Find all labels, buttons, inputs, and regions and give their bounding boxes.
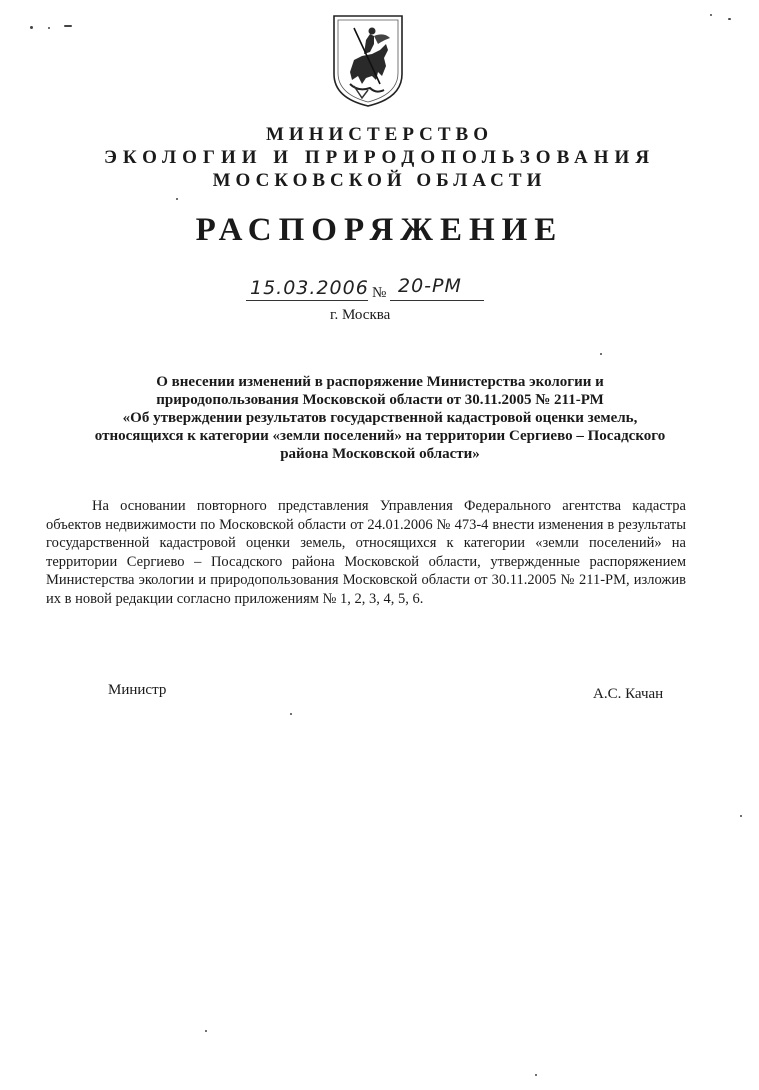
ministry-name-line-2: ЭКОЛОГИИ И ПРИРОДОПОЛЬЗОВАНИЯ (103, 147, 656, 168)
subject-line: относящихся к категории «земли поселений» на территории Сергиево – Посадского (94, 428, 666, 444)
scan-speck (176, 198, 178, 200)
order-number: 20-РМ (398, 275, 462, 297)
document-title: РАСПОРЯЖЕНИЕ (195, 212, 564, 248)
number-underline (390, 300, 484, 301)
city: г. Москва (330, 307, 391, 323)
subject-line: района Московской области» (280, 446, 480, 462)
scan-speck (710, 14, 712, 16)
scan-speck (64, 25, 72, 27)
order-date: 15.03.2006 (250, 277, 369, 299)
scan-speck (740, 815, 742, 817)
scan-speck (535, 1074, 537, 1076)
signatory-name: А.С. Качан (593, 686, 664, 702)
moscow-region-coat-of-arms-icon (332, 14, 404, 108)
date-underline (246, 300, 368, 301)
subject-line: «Об утверждении результатов государственной кадастровой оценки земель, (122, 410, 638, 426)
signatory-position: Министр (108, 682, 167, 698)
ministry-name-line-3: МОСКОВСКОЙ ОБЛАСТИ (212, 170, 547, 191)
scan-speck (48, 27, 50, 29)
number-sign: № (372, 285, 387, 301)
body-paragraph: На основании повторного представления Управления Федерального агентства кадастра объектов недвижимости по Московской области от 24.01.2006 № 473-4 внести изменения в результаты государственной кадастровой оценки земель, относящихся к категории «земли поселений» на территории Сергиево – Посадского района Московской области, утвержденные распоряжением Министерства экологии и природопользования Московской области от 30.11.2005 № 211-РМ, изложив их в новой редакции согласно приложениям № 1, 2, 3, 4, 5, 6. (46, 498, 686, 607)
subject-line: природопользования Московской области от 30.11.2005 № 211-РМ (156, 392, 604, 408)
scan-speck (600, 353, 602, 355)
ministry-name-line-1: МИНИСТЕРСТВО (265, 124, 494, 145)
scan-speck (30, 26, 33, 29)
scan-speck (205, 1030, 207, 1032)
scan-speck (728, 18, 731, 20)
scan-speck (290, 713, 292, 715)
subject-line: О внесении изменений в распоряжение Министерства экологии и (156, 374, 604, 390)
order-subject (80, 373, 680, 463)
